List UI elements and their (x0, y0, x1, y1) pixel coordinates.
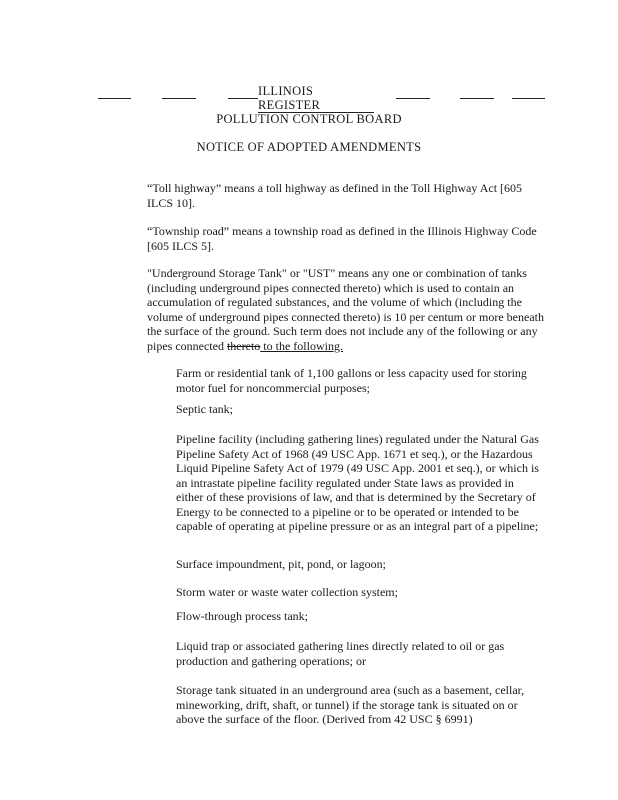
header-rule-6 (512, 98, 545, 99)
exclusion-storage-tank: Storage tank situated in an underground area (such as a basement, cellar, mineworking, drift, shaft, or tunnel) if the storage tank is situated on or above the surface of the floor. (Derived from 42 USC § 6991) (176, 683, 525, 726)
exclusion-storm-water: Storm water or waste water collection system; (176, 585, 398, 599)
exclusion-liquid-trap: Liquid trap or associated gathering lines directly related to oil or gas production and gathering operations; or (176, 639, 505, 668)
township-road-definition: “Township road” means a township road as defined in the Illinois Highway Code [605 ILCS 5]. (147, 224, 537, 253)
exclusion-pipeline-facility: Pipeline facility (including gathering lines) regulated under the Natural Gas Pipeline Safety Act of 1968 (49 USC App. 1671 et seq.), or the Hazardous Liquid Pipeline Safety Act of 1979 (49 USC App. 2001 et seq.), or which is an intrastate pipeline facility regulated under State laws as provided in either of these provisions of law, and that is determined by the Secretary of Energy to be connected to a pipeline or to be operated or intended to be capable of operating at pipeline pressure or as an integral part of a pipeline; (176, 432, 539, 533)
exclusion-flow-through: Flow-through process tank; (176, 609, 308, 623)
header-rule-3 (228, 98, 258, 99)
exclusion-surface-impoundment: Surface impoundment, pit, pond, or lagoon; (176, 557, 386, 571)
ust-definition (147, 266, 547, 353)
toll-highway-definition: “Toll highway” means a toll highway as defined in the Toll Highway Act [605 ILCS 10]. (147, 181, 523, 210)
exclusion-farm-tank: Farm or residential tank of 1,100 gallons or less capacity used for storing motor fuel for noncommercial purposes; (176, 366, 527, 395)
header-rule-1 (98, 98, 131, 99)
header-rule-4 (396, 98, 430, 99)
struck-text: thereto (226, 338, 261, 353)
notice-title: NOTICE OF ADOPTED AMENDMENTS (196, 140, 422, 154)
exclusion-septic-tank: Septic tank; (176, 402, 233, 416)
board-title: POLLUTION CONTROL BOARD (216, 112, 402, 126)
ust-definition-text: "Underground Storage Tank" or "UST" means any one or combination of tanks (including underground pipes connected thereto) which is used to contain an accumulation of regulated substances, and the volume of which (including the volume of underground pipes connected thereto) is 10 per centum or more beneath the surface of the ground. Such term does not include any of the following or any pipes connected (147, 266, 544, 353)
added-text: to the following. (260, 338, 343, 353)
header-rule-5 (460, 98, 494, 99)
header-rule-2 (162, 98, 196, 99)
register-title: ILLINOIS REGISTER (258, 84, 374, 113)
